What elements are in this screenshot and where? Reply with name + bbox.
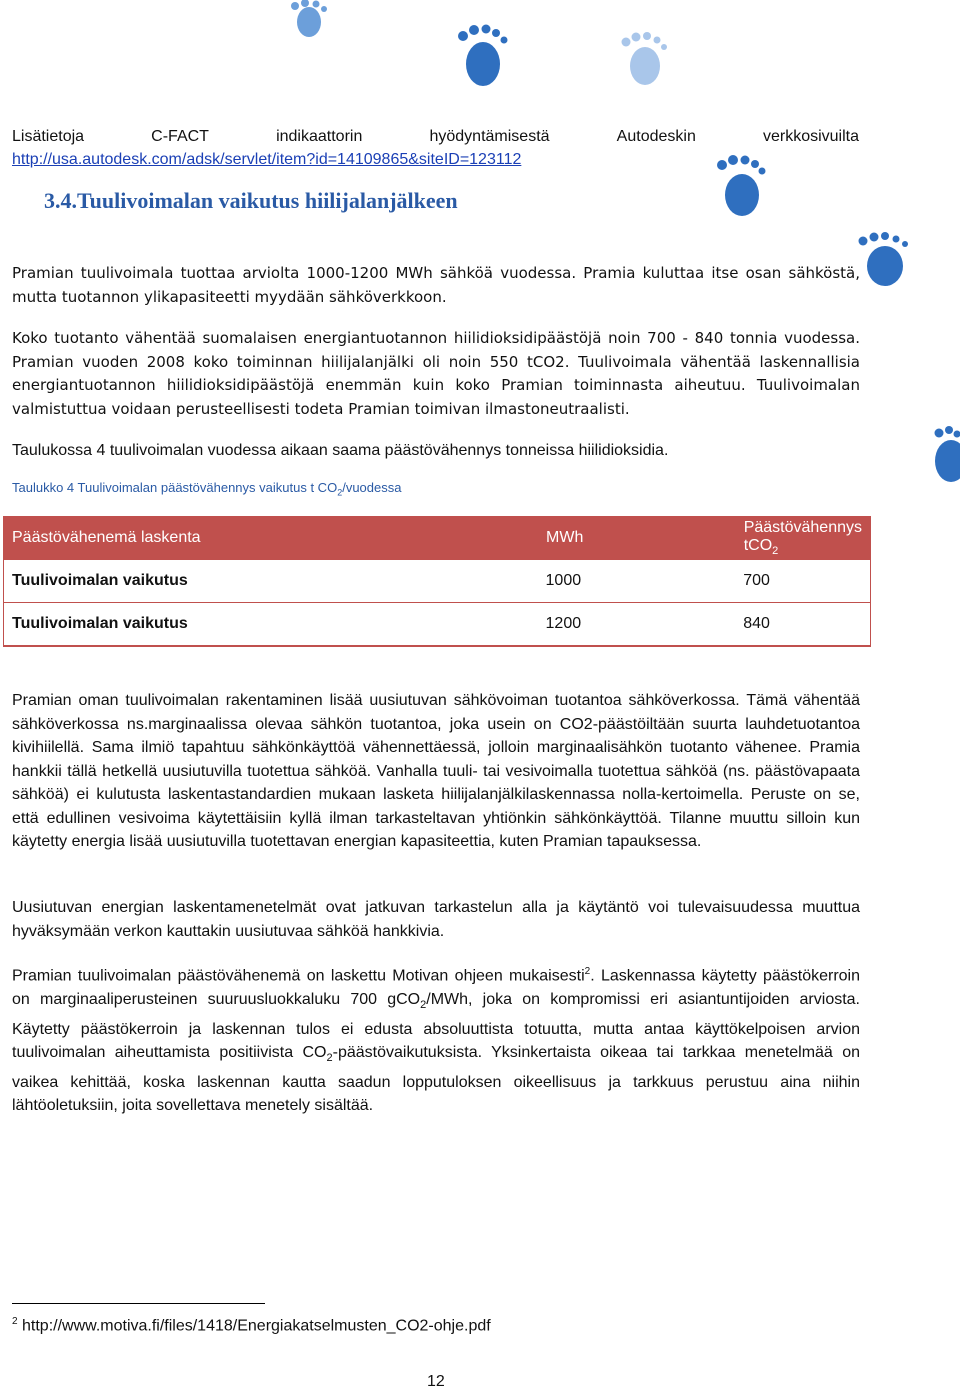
row-reduction: 840 [735,603,870,647]
table-row [4,603,871,647]
row-label: Tuulivoimalan vaikutus [4,560,538,603]
intro-word: indikaattorin [276,128,363,145]
row-reduction: 700 [735,560,870,603]
footprint-icon [618,30,678,90]
row-mwh: 1000 [538,560,736,603]
intro-word: verkkosivuilta [762,128,859,145]
footnote-url: http://www.motiva.fi/files/1418/Energiakatselmusten_CO2-ohje.pdf [22,1317,491,1335]
header-calculation: Päästövähenemä laskenta [4,517,538,560]
intro-word: Autodeskin [616,128,696,145]
paragraph-methods: Uusiutuvan energian laskentamenetelmät ovat jatkuvan tarkastelun alla ja käytäntö voi tulevaisuudessa muuttua hyväksymään verkon kauttakin uusiutuvaa sähköä hankkivia. [12,899,860,940]
paragraph-table-intro: Taulukossa 4 tuulivoimalan vuodessa aikaan saama päästövähennys tonneissa hiilidioksidia. [12,442,669,459]
intro-word: hyödyntämisestä [429,128,550,145]
footnote: $^2$ http://www.motiva.fi/files/1418/Energiakatselmusten_CO2-ohje.pdf [12,1316,491,1335]
intro-word: Lisätietoja [12,128,85,145]
section-title: 3.4.Tuulivoimalan vaikutus hiilijalanjälkeen [44,188,458,213]
paragraph-reduction: Koko tuotanto vähentää suomalaisen energiantuotannon hiilidioksidipäästöjä noin 700 - 840 tonnia vuodessa. Pramian vuoden 2008 koko toiminnan hiilijalanjälki oli noin 550 tCO2. Tuulivoimala vähentää laskennallisia energiantuotannon hiilidioksidipäästöjä enemmän kuin koko Pramian toiminnasta aiheutuu. Tuulivoimalan valmistuttua voidaan perusteellisesti todeta Pramian toimivan ilmastoneutraalisti. [12,329,860,418]
table-header-row [4,517,871,560]
autodesk-link[interactable]: http://usa.autodesk.com/adsk/servlet/item?id=14109865&siteID=123112 [12,151,522,168]
paragraph-production: Pramian tuulivoimala tuottaa arviolta 1000-1200 MWh sähköä vuodessa. Pramia kuluttaa itse osan sähköstä, mutta tuotannon ylikapasiteetti myydään sähköverkkoon. [12,264,860,306]
intro-text [12,125,859,171]
paragraph-marginal: Pramian oman tuulivoimalan rakentaminen lisää uusiutuvan sähkövoiman tuotantoa sähköverkossa. Tämä vähentää sähköverkossa ns.marginaalissa olevaa sähkön tuotantoa, joka usein on CO2-päästöiltään suurta lauhdetuotantoa kivihiilellä. Sama ilmiö tapahtuu sähkönkäyttöä vähennettäessä, jolloin marginaalisähkön tuotanto vähenee. Pramia hankkii tällä hetkellä uusiutuvilla tuotettua sähköä. Vanhalla tuuli- tai vesivoimalla tuotettua sähköä (ns. päästövapaata sähköä) ei kulutusta laskentastandardien mukaan lasketa hiilijalanjälkilaskennassa nolla-kertoimella. Peruste on se, että edullinen vesivoima käytettäisiin kyllä ilman tarkasteltavan yhtiönkin sähkönkäyttöä. Tilanne muuttu silloin kun käytetty energia lisää uusiutuvilla tuotettavan energian kapasiteettia, kuten Pramian tapauksessa. [12,692,860,850]
paragraph-motiva: Pramian tuulivoimalan päästövähenemä on laskettu Motivan ohjeen mukaisesti$^2$. Laskennassa käytetty päästökerroin on marginaaliperusteinen suuruusluokkaluku 700 gCO$_2$/MWh, joka on kompromissi eri asiantuntijoiden arviosta. Käytetty päästökerroin ja laskennan tulos ei edusta absoluuttista totuutta, mutta antaa käyttökelpoisen arvion tuulivoimalan aiheuttamista positiivista $CO_2$-päästövaikutuksista. Yksinkertaista oikeaa tai tarkkaa menetelmää on vaikea kehittää, koska laskennan kautta saadun lopputuloksen oikeellisuus ja tarkkuus perustuu aina niihin lähtöoletuksiin, joita sovellettava menetely sisältää. [12,966,861,1115]
row-label: Tuulivoimalan vaikutus [4,603,538,647]
emission-table [3,516,871,647]
page-number: 12 [427,1373,445,1390]
footprint-icon [455,22,515,92]
header-reduction: Päästövähennys tCO$_2$ [735,517,870,560]
intro-word: C-FACT [151,128,209,145]
footprint-icon [925,425,960,487]
row-mwh: 1200 [538,603,736,647]
table-row [4,560,871,603]
footnote-divider [12,1303,265,1304]
footprint-icon [285,0,335,40]
table-caption: Taulukko 4 Tuulivoimalan päästövähennys vaikutus t $CO_2$/vuodessa [12,480,402,498]
footnote-ref: 2 [584,966,591,977]
header-mwh: MWh [538,517,736,560]
footprint-icon [855,232,917,290]
